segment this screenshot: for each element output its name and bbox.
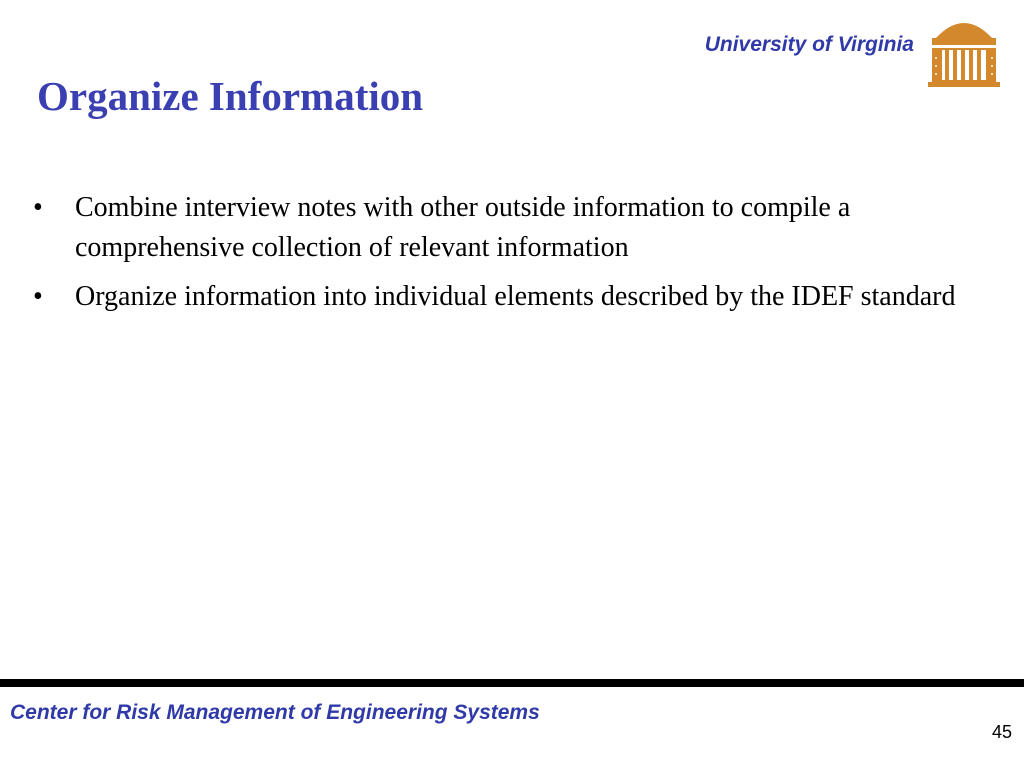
bullet-item — [30, 188, 970, 268]
rotunda-logo-icon — [928, 14, 1000, 88]
page-number: 45 — [991, 722, 1012, 742]
bullet-item — [30, 277, 970, 317]
footer-divider — [0, 679, 1024, 687]
footer-center-name: Center for Risk Management of Engineering Systems — [10, 701, 540, 724]
bullet-point-icon: • — [33, 281, 43, 312]
bullet-text: Organize information into individual elements described by the IDEF standard — [75, 281, 956, 312]
bullet-text: Combine interview notes with other outside information to compile a comprehensive collection of relevant information — [75, 192, 851, 263]
bullet-list — [30, 188, 970, 326]
slide-title: Organize Information — [37, 73, 424, 119]
bullet-point-icon: • — [33, 192, 43, 223]
university-name: University of Virginia — [704, 33, 914, 56]
